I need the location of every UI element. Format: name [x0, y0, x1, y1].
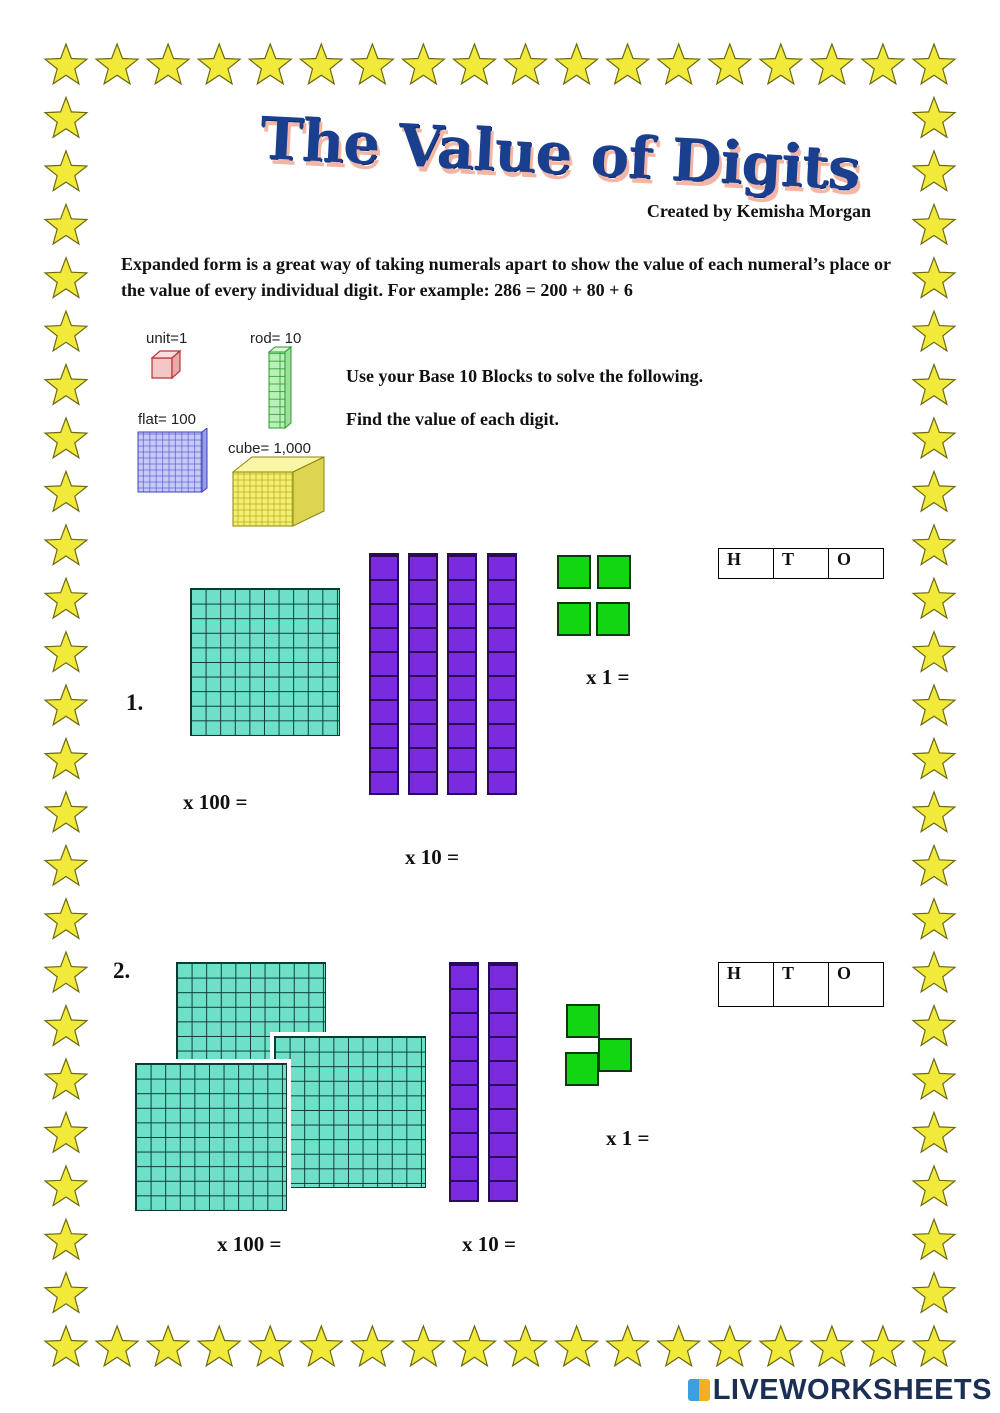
star-icon	[556, 44, 598, 84]
tens-cell[interactable]: T	[774, 549, 829, 579]
star-icon	[45, 1059, 87, 1099]
star-icon	[811, 44, 853, 84]
star-icon	[811, 1326, 853, 1366]
star-icon	[45, 311, 87, 351]
star-icon	[913, 792, 955, 832]
star-icon	[96, 1326, 138, 1366]
hundred-flat	[274, 1036, 426, 1188]
star-icon	[45, 1219, 87, 1259]
tens-equation: x 10 =	[405, 845, 459, 869]
one-unit	[598, 1038, 632, 1072]
problem-number: 2.	[113, 958, 131, 983]
instruction-line-2: Find the value of each digit.	[346, 409, 560, 429]
star-icon	[658, 44, 700, 84]
star-icon	[913, 418, 955, 458]
star-icon	[760, 1326, 802, 1366]
flat-icon	[137, 428, 211, 494]
star-icon	[913, 738, 955, 778]
star-icon	[45, 1006, 87, 1046]
star-icon	[351, 1326, 393, 1366]
star-icon	[913, 204, 955, 244]
star-icon	[913, 845, 955, 885]
star-icon	[45, 685, 87, 725]
ten-rod	[488, 962, 518, 1202]
instruction-line-1: Use your Base 10 Blocks to solve the following.	[346, 366, 704, 386]
star-icon	[96, 44, 138, 84]
star-icon	[45, 632, 87, 672]
star-icon	[249, 1326, 291, 1366]
hundred-flat	[190, 588, 340, 736]
star-icon	[913, 151, 955, 191]
legend-rod-label: rod= 10	[250, 330, 302, 347]
star-icon	[709, 1326, 751, 1366]
star-icon	[913, 632, 955, 672]
hundreds-cell[interactable]: H	[719, 963, 774, 1007]
star-icon	[709, 44, 751, 84]
star-icon	[913, 1273, 955, 1313]
star-icon	[913, 899, 955, 939]
legend-cube-label: cube= 1,000	[228, 440, 311, 457]
star-icon	[454, 1326, 496, 1366]
liveworksheets-logo-icon	[688, 1379, 710, 1401]
star-icon	[351, 44, 393, 84]
star-icon	[913, 471, 955, 511]
star-icon	[862, 1326, 904, 1366]
star-icon	[913, 1059, 955, 1099]
star-icon	[45, 792, 87, 832]
liveworksheets-logo: LIVEWORKSHEETS	[688, 1374, 992, 1407]
star-icon	[45, 525, 87, 565]
star-icon	[147, 1326, 189, 1366]
unit-cube-icon	[148, 348, 186, 382]
star-icon	[913, 578, 955, 618]
hundreds-equation: x 100 =	[217, 1232, 282, 1256]
thousand-cube-icon	[232, 456, 328, 528]
star-icon	[760, 44, 802, 84]
star-icon	[45, 151, 87, 191]
author-credit: Created by Kemisha Morgan	[646, 201, 871, 221]
star-icon	[556, 1326, 598, 1366]
ten-rod	[369, 553, 399, 795]
one-unit	[596, 602, 630, 636]
star-icon	[198, 1326, 240, 1366]
star-icon	[403, 1326, 445, 1366]
star-icon	[45, 418, 87, 458]
page-title: The Value of Digits	[258, 104, 862, 204]
star-icon	[658, 1326, 700, 1366]
star-icon	[45, 845, 87, 885]
legend-unit-label: unit=1	[146, 330, 188, 347]
tens-cell[interactable]: T	[774, 963, 829, 1007]
star-icon	[45, 471, 87, 511]
hto-table	[718, 962, 884, 1007]
star-icon	[45, 1273, 87, 1313]
star-icon	[45, 1166, 87, 1206]
problem-number: 1.	[126, 690, 144, 715]
ones-equation: x 1 =	[606, 1126, 650, 1150]
star-icon	[45, 1112, 87, 1152]
star-icon	[913, 258, 955, 298]
ten-rod	[447, 553, 477, 795]
star-icon	[607, 1326, 649, 1366]
star-icon	[45, 97, 87, 137]
star-icon	[454, 44, 496, 84]
star-icon	[913, 1326, 955, 1366]
one-unit	[557, 555, 591, 589]
hto-table	[718, 548, 884, 579]
star-icon	[913, 97, 955, 137]
hundreds-cell[interactable]: H	[719, 549, 774, 579]
intro-paragraph: Expanded form is a great way of taking numerals apart to show the value of each numeral’s place or the value of every individual digit. For example: 286 = 200 + 80 + 6	[121, 254, 891, 300]
one-unit	[557, 602, 591, 636]
tens-equation: x 10 =	[462, 1232, 516, 1256]
star-icon	[403, 44, 445, 84]
star-icon	[913, 311, 955, 351]
star-icon	[45, 365, 87, 405]
ten-rod	[449, 962, 479, 1202]
one-unit	[565, 1052, 599, 1086]
ten-rod	[408, 553, 438, 795]
one-unit	[597, 555, 631, 589]
star-icon	[45, 738, 87, 778]
one-unit	[566, 1004, 600, 1038]
ones-cell[interactable]: O	[829, 549, 884, 579]
star-icon	[198, 44, 240, 84]
star-icon	[300, 44, 342, 84]
star-icon	[913, 525, 955, 565]
star-icon	[45, 578, 87, 618]
star-icon	[505, 1326, 547, 1366]
star-icon	[607, 44, 649, 84]
star-icon	[913, 1219, 955, 1259]
ones-equation: x 1 =	[586, 665, 630, 689]
star-icon	[45, 44, 87, 84]
star-icon	[913, 1166, 955, 1206]
legend-flat-label: flat= 100	[138, 411, 196, 428]
star-icon	[913, 952, 955, 992]
ones-cell[interactable]: O	[829, 963, 884, 1007]
star-icon	[45, 899, 87, 939]
hundreds-equation: x 100 =	[183, 790, 248, 814]
star-icon	[862, 44, 904, 84]
star-icon	[45, 204, 87, 244]
star-icon	[913, 1006, 955, 1046]
star-icon	[913, 1112, 955, 1152]
star-icon	[913, 685, 955, 725]
star-icon	[913, 44, 955, 84]
hundred-flat	[135, 1063, 287, 1211]
ten-rod	[487, 553, 517, 795]
star-icon	[249, 44, 291, 84]
star-icon	[45, 1326, 87, 1366]
rod-icon	[266, 346, 296, 430]
star-icon	[300, 1326, 342, 1366]
star-icon	[45, 258, 87, 298]
star-icon	[147, 44, 189, 84]
star-icon	[45, 952, 87, 992]
star-icon	[913, 365, 955, 405]
star-icon	[505, 44, 547, 84]
